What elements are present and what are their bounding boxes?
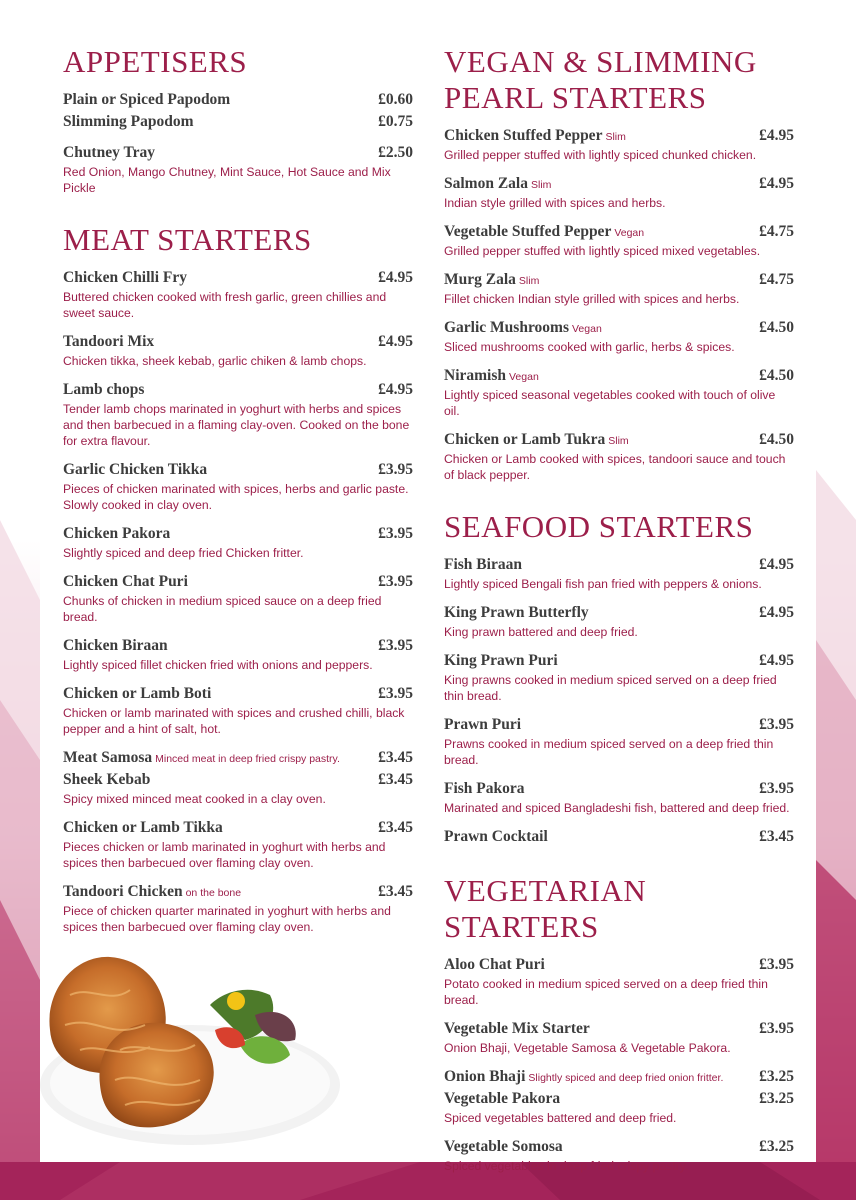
section-meat-starters [63,222,413,935]
menu-item-heading [444,1067,723,1087]
menu-item-description: Prawns cooked in medium spiced served on a deep fried thin bread. [444,737,774,767]
menu-item-name: Salmon Zala [444,175,528,192]
menu-item-row [444,126,794,146]
menu-item-row [444,1067,794,1087]
menu-item-row [444,366,794,386]
menu-item-heading [63,572,188,592]
menu-item-heading [444,318,602,338]
menu-item-heading [444,555,522,575]
menu-item-name: Garlic Chicken Tikka [63,461,208,478]
menu-item-vegetable-somosa [444,1137,794,1174]
menu-item-heading [444,1019,590,1039]
menu-item-plain-or-spiced-papodom [63,90,413,110]
menu-item-row [63,112,413,132]
menu-item-onion-bhaji [444,1067,794,1087]
menu-item-heading [444,270,539,290]
section-vegetarian-starters [444,873,794,1174]
menu-item-price: £4.95 [759,652,794,669]
menu-item-heading [63,112,193,132]
menu-item-niramish [444,366,794,419]
menu-item-price: £3.45 [759,828,794,845]
menu-item-heading [63,524,170,544]
menu-item-tag: Minced meat in deep fried crispy pastry. [155,753,340,765]
menu-item-heading [444,222,644,242]
menu-item-price: £3.95 [378,573,413,590]
menu-item-row [63,143,413,163]
menu-item-name: Vegetable Pakora [444,1090,561,1107]
menu-item-row [63,636,413,656]
menu-item-description: Onion Bhaji, Vegetable Samosa & Vegetable Pakora. [444,1041,731,1055]
menu-item-row [444,651,794,671]
section-title: VEGAN & SLIMMING PEARL STARTERS [444,44,757,115]
menu-item-description: King prawn battered and deep fried. [444,625,638,639]
menu-item-price: £4.95 [759,127,794,144]
menu-item-row [63,770,413,790]
menu-item-price: £3.45 [378,883,413,900]
menu-item-description: Chunks of chicken in medium spiced sauce on a deep fried bread. [63,594,382,624]
menu-item-name: Onion Bhaji [444,1068,526,1085]
menu-item-row [444,174,794,194]
menu-item-name: Sheek Kebab [63,771,151,788]
menu-item-chicken-pakora [63,524,413,561]
right-column [444,44,794,1200]
menu-item-price: £3.95 [378,685,413,702]
menu-item-row [444,827,794,847]
menu-item-description: Indian style grilled with spices and herbs. [444,196,666,210]
menu-item-price: £0.60 [378,91,413,108]
menu-item-chicken-or-lamb-tukra [444,430,794,483]
menu-item-vegetable-stuffed-pepper [444,222,794,259]
menu-item-heading [444,779,525,799]
menu-item-garlic-mushrooms [444,318,794,355]
menu-item-king-prawn-puri [444,651,794,704]
menu-item-row [63,524,413,544]
menu-item-row [63,460,413,480]
section-title: SEAFOOD STARTERS [444,509,754,544]
menu-item-heading [63,143,155,163]
menu-item-price: £4.95 [378,381,413,398]
menu-item-tag: Vegan [572,323,602,335]
menu-item-description: Pieces of chicken marinated with spices, herbs and garlic paste. Slowly cooked in clay oven. [63,482,409,512]
menu-item-name: King Prawn Puri [444,652,558,669]
menu-item-tag: Vegan [614,227,645,239]
menu-item-heading [63,882,241,902]
menu-item-description: Chicken tikka, sheek kebab, garlic chiken & lamb chops. [63,354,367,368]
section-seafood-starters [444,509,794,847]
menu-item-tag: Vegan [509,371,539,383]
menu-item-tag: Slim [518,275,540,287]
menu-item-tandoori-chicken [63,882,413,935]
menu-item-description: Spiced vegetables in deep fried crispy pastry. [444,1159,689,1173]
menu-item-name: Chicken Chat Puri [63,573,188,590]
menu-item-price: £4.50 [759,367,794,384]
menu-item-heading [63,268,187,288]
menu-item-row [63,818,413,838]
menu-item-row [444,318,794,338]
left-column [63,44,413,961]
menu-item-price: £3.95 [378,525,413,542]
menu-item-price: £4.50 [759,431,794,448]
menu-item-prawn-cocktail [444,827,794,847]
menu-item-slimming-papodom [63,112,413,132]
menu-item-row [444,955,794,975]
menu-item-heading [63,460,207,480]
menu-item-price: £3.45 [378,749,413,766]
menu-item-tag: Slim [608,435,629,447]
menu-item-heading [63,684,211,704]
menu-item-tag: Slim [530,179,552,191]
menu-item-row [444,603,794,623]
menu-item-heading [444,366,539,386]
menu-item-name: Vegetable Somosa [444,1138,563,1155]
menu-item-prawn-puri [444,715,794,768]
menu-item-description: King prawns cooked in medium spiced served on a deep fried thin bread. [444,673,777,703]
menu-item-heading [444,126,626,146]
menu-item-chutney-tray [63,143,413,196]
menu-item-chicken-chilli-fry [63,268,413,321]
menu-item-name: Plain or Spiced Papodom [63,91,231,108]
menu-item-name: Chicken or Lamb Tukra [444,431,606,448]
menu-item-tandoori-mix [63,332,413,369]
menu-item-description: Chicken or lamb marinated with spices and crushed chilli, black pepper and a hint of salt, hot. [63,706,405,736]
menu-item-heading [63,636,168,656]
menu-item-heading [444,1089,560,1109]
menu-item-price: £4.50 [759,319,794,336]
menu-item-description: Potato cooked in medium spiced served on a deep fried thin bread. [444,977,768,1007]
menu-item-price: £3.95 [759,956,794,973]
menu-item-lamb-chops [63,380,413,449]
menu-item-description: Buttered chicken cooked with fresh garlic, green chillies and sweet sauce. [63,290,387,320]
menu-item-description: Tender lamb chops marinated in yoghurt with herbs and spices and then barbecued in a flaming clay-oven. Cooked on the bone for extra flavour. [63,402,410,448]
menu-item-heading [63,332,154,352]
section-title: VEGETARIAN STARTERS [444,873,647,944]
menu-item-name: Murg Zala [444,271,516,288]
menu-item-chicken-or-lamb-tikka [63,818,413,871]
menu-item-name: Vegetable Mix Starter [444,1020,590,1037]
menu-item-row [444,555,794,575]
menu-item-name: Garlic Mushrooms [444,319,569,336]
menu-item-row [63,90,413,110]
menu-item-description: Grilled pepper stuffed with lightly spiced mixed vegetables. [444,244,761,258]
menu-item-name: Lamb chops [63,381,145,398]
section-vegan-and-slimming-pearl-starters [444,44,794,483]
menu-item-price: £3.45 [378,819,413,836]
menu-item-description: Pieces chicken or lamb marinated in yoghurt with herbs and spices then barbecued over flaming clay oven. [63,840,386,870]
menu-item-heading [63,748,340,768]
menu-item-row [444,430,794,450]
menu-item-row [63,684,413,704]
menu-item-price: £3.25 [759,1068,794,1085]
menu-item-name: Chicken or Lamb Boti [63,685,212,702]
menu-item-name: Chutney Tray [63,144,156,161]
menu-item-chicken-biraan [63,636,413,673]
menu-item-murg-zala [444,270,794,307]
menu-item-price: £3.95 [759,780,794,797]
menu-item-price: £3.25 [759,1090,794,1107]
menu-item-tag: Slightly spiced and deep fried onion fritter. [528,1072,724,1084]
menu-item-fish-pakora [444,779,794,816]
menu-item-name: Aloo Chat Puri [444,956,545,973]
menu-item-heading [444,955,545,975]
section-title: APPETISERS [63,44,248,79]
menu-item-name: Niramish [444,367,506,384]
menu-item-aloo-chat-puri [444,955,794,1008]
menu-item-description: Chicken or Lamb cooked with spices, tandoori sauce and touch of black pepper. [444,452,786,482]
menu-item-name: Tandoori Chicken [63,883,183,900]
menu-item-row [63,572,413,592]
menu-item-row [444,715,794,735]
menu-item-row [444,1137,794,1157]
menu-item-heading [444,827,548,847]
menu-item-description: Grilled pepper stuffed with lightly spiced chunked chicken. [444,148,757,162]
menu-item-name: Vegetable Stuffed Pepper [444,223,612,240]
menu-item-name: Chicken Biraan [63,637,168,654]
menu-item-chicken-or-lamb-boti [63,684,413,737]
menu-item-name: Prawn Cocktail [444,828,548,845]
onion-bhaji-photo [40,935,360,1160]
menu-item-price: £4.95 [759,175,794,192]
menu-item-price: £4.95 [378,333,413,350]
menu-item-description: Spiced vegetables battered and deep fried. [444,1111,677,1125]
menu-item-row [63,380,413,400]
menu-item-description: Red Onion, Mango Chutney, Mint Sauce, Hot Sauce and Mix Pickle [63,165,391,195]
menu-item-heading [63,818,223,838]
menu-item-vegetable-mix-starter [444,1019,794,1056]
menu-item-description: Slightly spiced and deep fried Chicken fritter. [63,546,304,560]
menu-item-name: Tandoori Mix [63,333,155,350]
menu-item-description: Fillet chicken Indian style grilled with spices and herbs. [444,292,740,306]
menu-item-heading [444,715,521,735]
menu-item-row [63,748,413,768]
menu-item-tag: on the bone [185,887,242,899]
menu-item-name: King Prawn Butterfly [444,604,589,621]
menu-item-vegetable-pakora [444,1089,794,1126]
menu-item-name: Meat Samosa [63,749,153,766]
menu-item-price: £2.50 [378,144,413,161]
menu-item-price: £3.95 [378,637,413,654]
menu-item-description: Lightly spiced fillet chicken fried with onions and peppers. [63,658,373,672]
menu-item-chicken-chat-puri [63,572,413,625]
menu-item-price: £4.95 [759,604,794,621]
menu-item-description: Marinated and spiced Bangladeshi fish, battered and deep fried. [444,801,790,815]
menu-item-row [63,882,413,902]
menu-item-name: Prawn Puri [444,716,522,733]
menu-item-heading [444,430,629,450]
menu-item-description: Sliced mushrooms cooked with garlic, herbs & spices. [444,340,735,354]
menu-item-name: Fish Biraan [444,556,522,573]
menu-item-price: £3.45 [378,771,413,788]
menu-item-garlic-chicken-tikka [63,460,413,513]
menu-item-heading [63,90,230,110]
section-appetisers [63,44,413,196]
menu-item-name: Chicken Stuffed Pepper [444,127,603,144]
menu-item-price: £0.75 [378,113,413,130]
menu-item-row [444,1089,794,1109]
menu-item-description: Lightly spiced Bengali fish pan fried with peppers & onions. [444,577,762,591]
menu-item-name: Slimming Papodom [63,113,194,130]
menu-item-price: £3.95 [759,1020,794,1037]
section-title: MEAT STARTERS [63,222,312,257]
menu-item-heading [63,770,150,790]
menu-item-tag: Slim [605,131,626,143]
menu-item-price: £4.75 [759,223,794,240]
menu-item-heading [444,174,551,194]
menu-item-row [63,332,413,352]
menu-item-name: Fish Pakora [444,780,525,797]
menu-item-price: £4.95 [378,269,413,286]
menu-item-price: £4.75 [759,271,794,288]
menu-item-row [444,222,794,242]
menu-item-heading [63,380,144,400]
menu-item-meat-samosa [63,748,413,768]
menu-item-name: Chicken Pakora [63,525,171,542]
menu-item-row [444,779,794,799]
menu-item-king-prawn-butterfly [444,603,794,640]
menu-item-salmon-zala [444,174,794,211]
menu-item-fish-biraan [444,555,794,592]
menu-item-row [63,268,413,288]
menu-item-row [444,1019,794,1039]
menu-item-row [444,270,794,290]
menu-item-heading [444,651,558,671]
menu-item-price: £3.25 [759,1138,794,1155]
menu-item-price: £4.95 [759,556,794,573]
menu-item-heading [444,603,589,623]
menu-item-heading [444,1137,563,1157]
menu-item-name: Chicken or Lamb Tikka [63,819,223,836]
menu-item-chicken-stuffed-pepper [444,126,794,163]
menu-item-description: Spicy mixed minced meat cooked in a clay oven. [63,792,326,806]
menu-item-name: Chicken Chilli Fry [63,269,188,286]
menu-item-description: Lightly spiced seasonal vegetables cooked with touch of olive oil. [444,388,776,418]
menu-item-price: £3.95 [378,461,413,478]
menu-item-sheek-kebab [63,770,413,807]
menu-item-price: £3.95 [759,716,794,733]
menu-item-description: Piece of chicken quarter marinated in yoghurt with herbs and spices then barbecued over flaming clay oven. [63,904,391,934]
